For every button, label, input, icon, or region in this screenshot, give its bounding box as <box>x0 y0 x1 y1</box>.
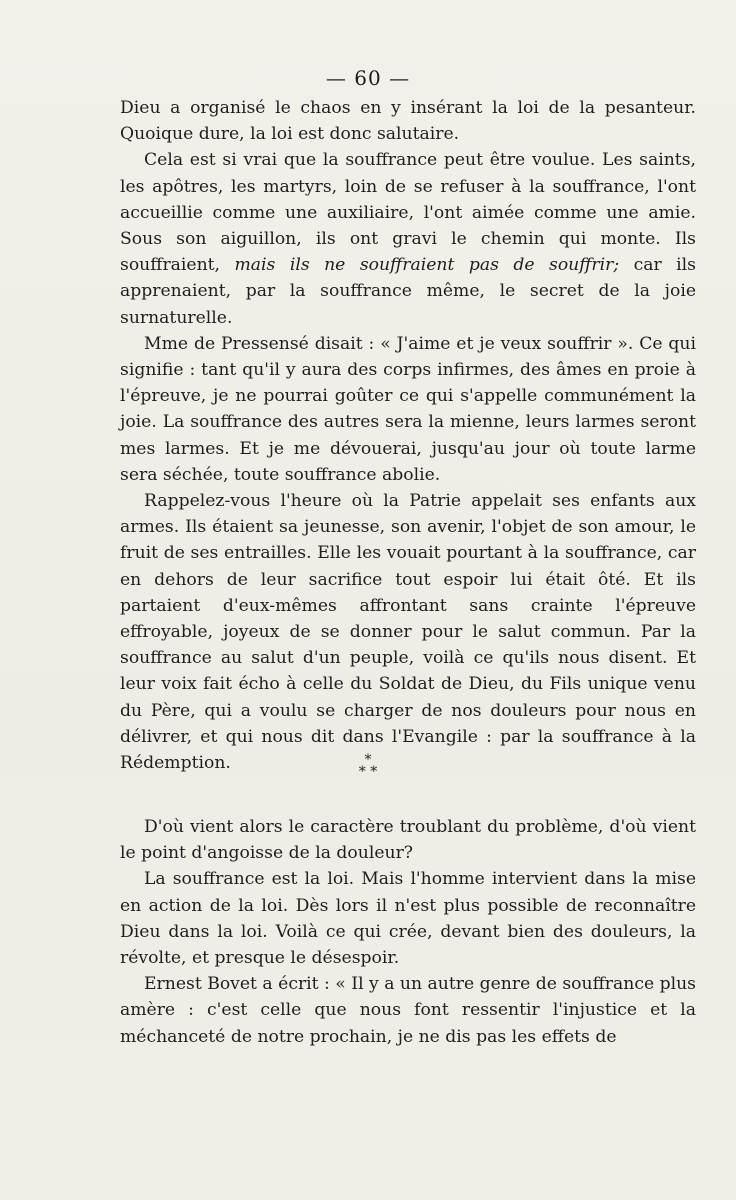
paragraph <box>120 147 696 330</box>
paragraph: Mme de Pressensé disait : « J'aime et je veux souffrir ». Ce qui signifie : tant qu'il y aura des corps infirmes, des âmes en proie à l'épreuve, je ne pourrai goûter ce qui s'appelle communément la joie. La souffrance des autres sera la mienne, leurs larmes seront mes larmes. Et je me dévouerai, jusqu'au jour où toute larme sera séchée, toute souffrance abolie. <box>120 333 696 485</box>
paragraph: D'où vient alors le caractère troublant du problème, d'où vient le point d'angoisse de la douleur? <box>120 817 696 864</box>
paragraph: Dieu a organisé le chaos en y insérant la loi de la pesanteur. Quoique dure, la loi est donc salutaire. <box>120 98 696 145</box>
paragraph-text: Cela est si vrai que la souffrance peut être voulue. Les saints, les apôtres, les martyrs, loin de se refuser à la souffrance, l'ont accueillie comme une auxiliaire, l'ont aimée comme une amie. Sous son aiguillon, ils ont gravi le chemin qui monte. Ils souffraient, <box>120 150 696 276</box>
paragraph: Ernest Bovet a écrit : « Il y a un autre genre de souffrance plus amère : c'est celle que nous font ressentir l'injustice et la méchanceté de notre prochain, je ne dis pas les effets de <box>120 974 696 1047</box>
paragraph-text: car ils apprenaient, par la souffrance même, le secret de la joie surnaturelle. <box>120 255 696 328</box>
asterism-top: * <box>364 752 372 768</box>
asterism-bottom: * * <box>358 764 378 780</box>
italic-phrase: mais ils ne souffraient pas de souffrir; <box>234 255 620 276</box>
text-block-upper <box>120 95 696 776</box>
section-separator <box>0 754 736 778</box>
paragraph: Rappelez-vous l'heure où la Patrie appelait ses enfants aux armes. Ils étaient sa jeunesse, son avenir, l'objet de son amour, le fruit de ses entrailles. Elle les vouait pourtant à la souffrance, car en dehors de leur sacrifice tout espoir lui était ôté. Et ils partaient d'eux-mêmes affrontant sans crainte l'épreuve effroyable, joyeux de se donner pour le salut commun. Par la souffrance au salut d'un peuple, voilà ce qu'ils nous disent. Et leur voix fait écho à celle du Soldat de Dieu, du Fils unique venu du Père, qui a voulu se charger de nos douleurs pour nous en délivrer, et qui nous dit dans l'Evangile : par la souffrance à la Rédemption. <box>120 491 696 774</box>
paragraph: La souffrance est la loi. Mais l'homme intervient dans la mise en action de la loi. Dès lors il n'est plus possible de reconnaître Dieu dans la loi. Voilà ce qui crée, devant bien des douleurs, la révolte, et presque le désespoir. <box>120 869 696 969</box>
page-number: — 60 — <box>325 66 411 90</box>
text-block-lower <box>120 814 696 1050</box>
